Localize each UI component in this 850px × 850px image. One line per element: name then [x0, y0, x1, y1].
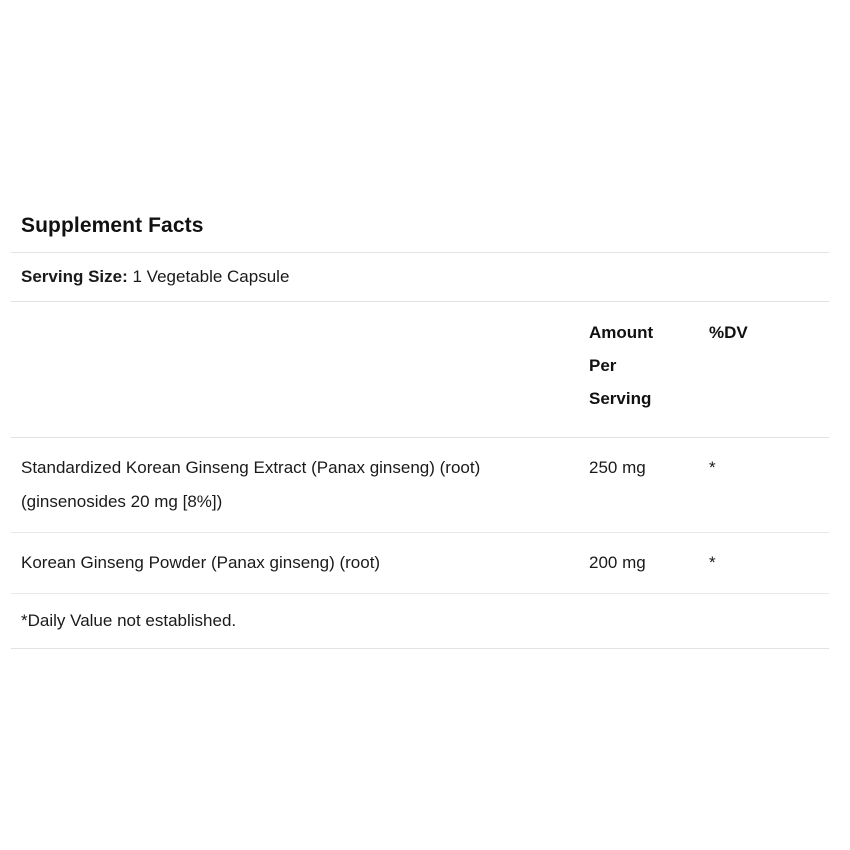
serving-size-label: Serving Size: — [21, 267, 128, 286]
footnote-text: *Daily Value not established. — [21, 610, 237, 630]
page-title: Supplement Facts — [21, 214, 204, 237]
footnote-row — [11, 594, 829, 649]
nutrient-name: Korean Ginseng Powder (Panax ginseng) (root) — [11, 532, 579, 593]
nutrient-dv: * — [699, 438, 829, 532]
column-header-dv: %DV — [699, 302, 829, 438]
serving-size-value: 1 Vegetable Capsule — [132, 267, 290, 286]
table-header — [11, 302, 829, 438]
table-row — [11, 532, 829, 593]
column-header-amount — [579, 302, 699, 438]
nutrient-amount: 200 mg — [579, 532, 699, 593]
nutrient-amount: 250 mg — [579, 438, 699, 532]
table-row — [11, 438, 829, 532]
column-header-name — [11, 302, 579, 438]
column-header-amount-text: Amount Per Serving — [589, 323, 654, 409]
table-header-row — [11, 302, 829, 438]
nutrients-table — [11, 302, 829, 594]
serving-size-row — [11, 253, 829, 302]
supplement-facts-panel — [11, 198, 829, 649]
supplement-facts-title-row — [11, 198, 829, 253]
table-body — [11, 438, 829, 593]
nutrient-name: Standardized Korean Ginseng Extract (Panax ginseng) (root) (ginsenosides 20 mg [8%]) — [11, 438, 579, 532]
nutrient-dv: * — [699, 532, 829, 593]
